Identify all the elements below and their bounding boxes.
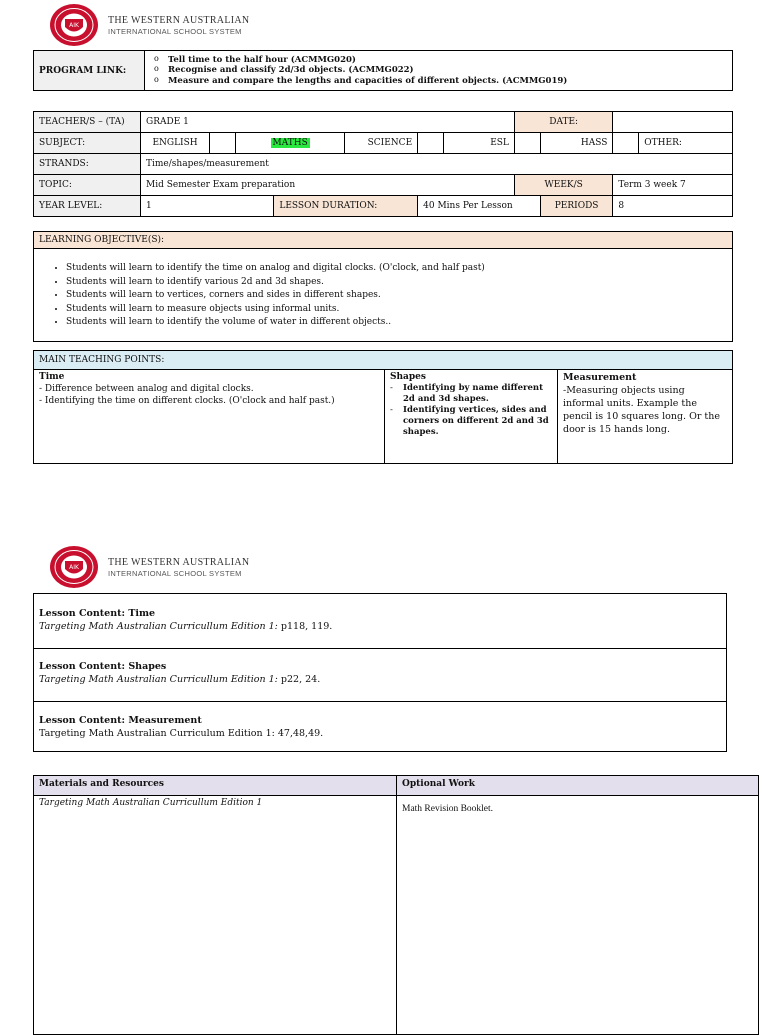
subject-hass: HASS [540, 133, 613, 154]
program-link-table [33, 50, 733, 91]
date-value [613, 112, 733, 133]
teaching-points-title: MAIN TEACHING POINTS: [39, 355, 165, 365]
subject-checkbox [418, 133, 444, 154]
lesson-duration-label: LESSON DURATION: [274, 196, 418, 217]
logo-initials: AIK [69, 22, 79, 29]
program-link-item: o Tell time to the half hour (ACMMG020) [168, 55, 727, 66]
topic-label: TOPIC: [34, 175, 141, 196]
teaching-points-time [33, 369, 385, 464]
subject-checkbox [210, 133, 236, 154]
brand-header [108, 15, 249, 37]
periods-label: PERIODS [540, 196, 613, 217]
brand-line1: THE WESTERN AUSTRALIAN [108, 15, 250, 26]
lesson-content-title: Lesson Content: Measurement [39, 715, 202, 726]
lesson-duration-value: 40 Mins Per Lesson [418, 196, 541, 217]
year-level-label: YEAR LEVEL: [34, 196, 141, 217]
strands-value: Time/shapes/measurement [141, 154, 733, 175]
teacher-label: TEACHER/S – (TA) [34, 112, 141, 133]
school-crest-logo [49, 3, 99, 47]
school-crest-logo [49, 545, 99, 589]
year-level-value: 1 [141, 196, 274, 217]
optional-work-body [396, 795, 759, 1035]
brand-line1: THE WESTERN AUSTRALIAN [108, 557, 250, 568]
learning-objectives-body [33, 248, 733, 342]
time-title: Time [39, 372, 65, 382]
lesson-content-source: Targeting Math Australian Curriculum Edition 1: 47,48,49. [39, 728, 324, 739]
lesson-content-measurement [33, 701, 727, 752]
periods-value: 8 [613, 196, 733, 217]
teacher-value: GRADE 1 [141, 112, 515, 133]
measurement-title: Measurement [563, 372, 637, 383]
teaching-points-header [33, 350, 733, 370]
materials-value: Targeting Math Australian Curricullum Edition 1 [39, 798, 263, 808]
optional-work-header: Optional Work [396, 775, 759, 796]
subject-checkbox [613, 133, 639, 154]
strands-label: STRANDS: [34, 154, 141, 175]
lesson-content-source: Targeting Math Australian Curricullum Edition 1: p22, 24. [39, 674, 321, 685]
weeks-value: Term 3 week 7 [613, 175, 733, 196]
objective-item: • Students will learn to identify various 2d and 3d shapes. [66, 276, 732, 290]
lesson-content-title: Lesson Content: Shapes [39, 661, 167, 672]
subject-maths: MATHS [272, 138, 308, 148]
subject-other: OTHER: [639, 133, 733, 154]
subject-esl: ESL [444, 133, 515, 154]
objective-item: • Students will learn to identify the time on analog and digital clocks. (O'clock, and half past) [66, 262, 732, 276]
materials-body [33, 795, 397, 1035]
objective-item: • Students will learn to measure objects using informal units. [66, 303, 732, 317]
shapes-title: Shapes [390, 372, 426, 382]
program-link-item: o Recognise and classify 2d/3d objects. (ACMMG022) [168, 65, 727, 76]
teaching-points-measurement [557, 369, 733, 464]
lesson-content-shapes [33, 648, 727, 702]
learning-objectives-header [33, 231, 733, 249]
brand-header [108, 557, 249, 579]
weeks-label: WEEK/S [514, 175, 613, 196]
objective-item: • Students will learn to vertices, corners and sides in different shapes. [66, 289, 732, 303]
optional-work-value: Math Revision Booklet. [402, 804, 494, 814]
subject-checkbox [514, 133, 540, 154]
logo-initials: AIK [69, 564, 79, 571]
brand-line2: INTERNATIONAL SCHOOL SYSTEM [108, 27, 242, 36]
lesson-content-source: Targeting Math Australian Curricullum Edition 1: p118, 119. [39, 621, 333, 632]
program-link-items [145, 51, 733, 91]
time-item: - Difference between analog and digital clocks. [39, 384, 254, 394]
brand-line2: INTERNATIONAL SCHOOL SYSTEM [108, 569, 242, 578]
program-link-label: PROGRAM LINK: [34, 51, 145, 91]
lesson-content-time [33, 593, 727, 649]
program-link-item: o Measure and compare the lengths and capacities of different objects. (ACMMG019) [168, 76, 727, 87]
learning-objectives-title: LEARNING OBJECTIVE(S): [39, 235, 165, 245]
materials-header: Materials and Resources [33, 775, 397, 796]
lesson-content-title: Lesson Content: Time [39, 608, 156, 619]
subject-label: SUBJECT: [34, 133, 141, 154]
date-label: DATE: [514, 112, 613, 133]
shapes-item: - Identifying vertices, sides and corners on different 2d and 3d shapes. [390, 405, 549, 437]
subject-science: SCIENCE [345, 133, 418, 154]
lesson-info-table [33, 111, 733, 217]
objective-item: • Students will learn to identify the volume of water in different objects.. [66, 316, 732, 330]
shapes-item: - Identifying by name different 2d and 3d shapes. [390, 383, 544, 404]
topic-value: Mid Semester Exam preparation [141, 175, 515, 196]
time-item: - Identifying the time on different clocks. (O'clock and half past.) [39, 396, 335, 406]
subject-english: ENGLISH [141, 133, 210, 154]
measurement-text: -Measuring objects using informal units. Example the pencil is 10 squares long. Or the door is 15 hands long. [563, 385, 720, 435]
teaching-points-shapes [384, 369, 558, 464]
